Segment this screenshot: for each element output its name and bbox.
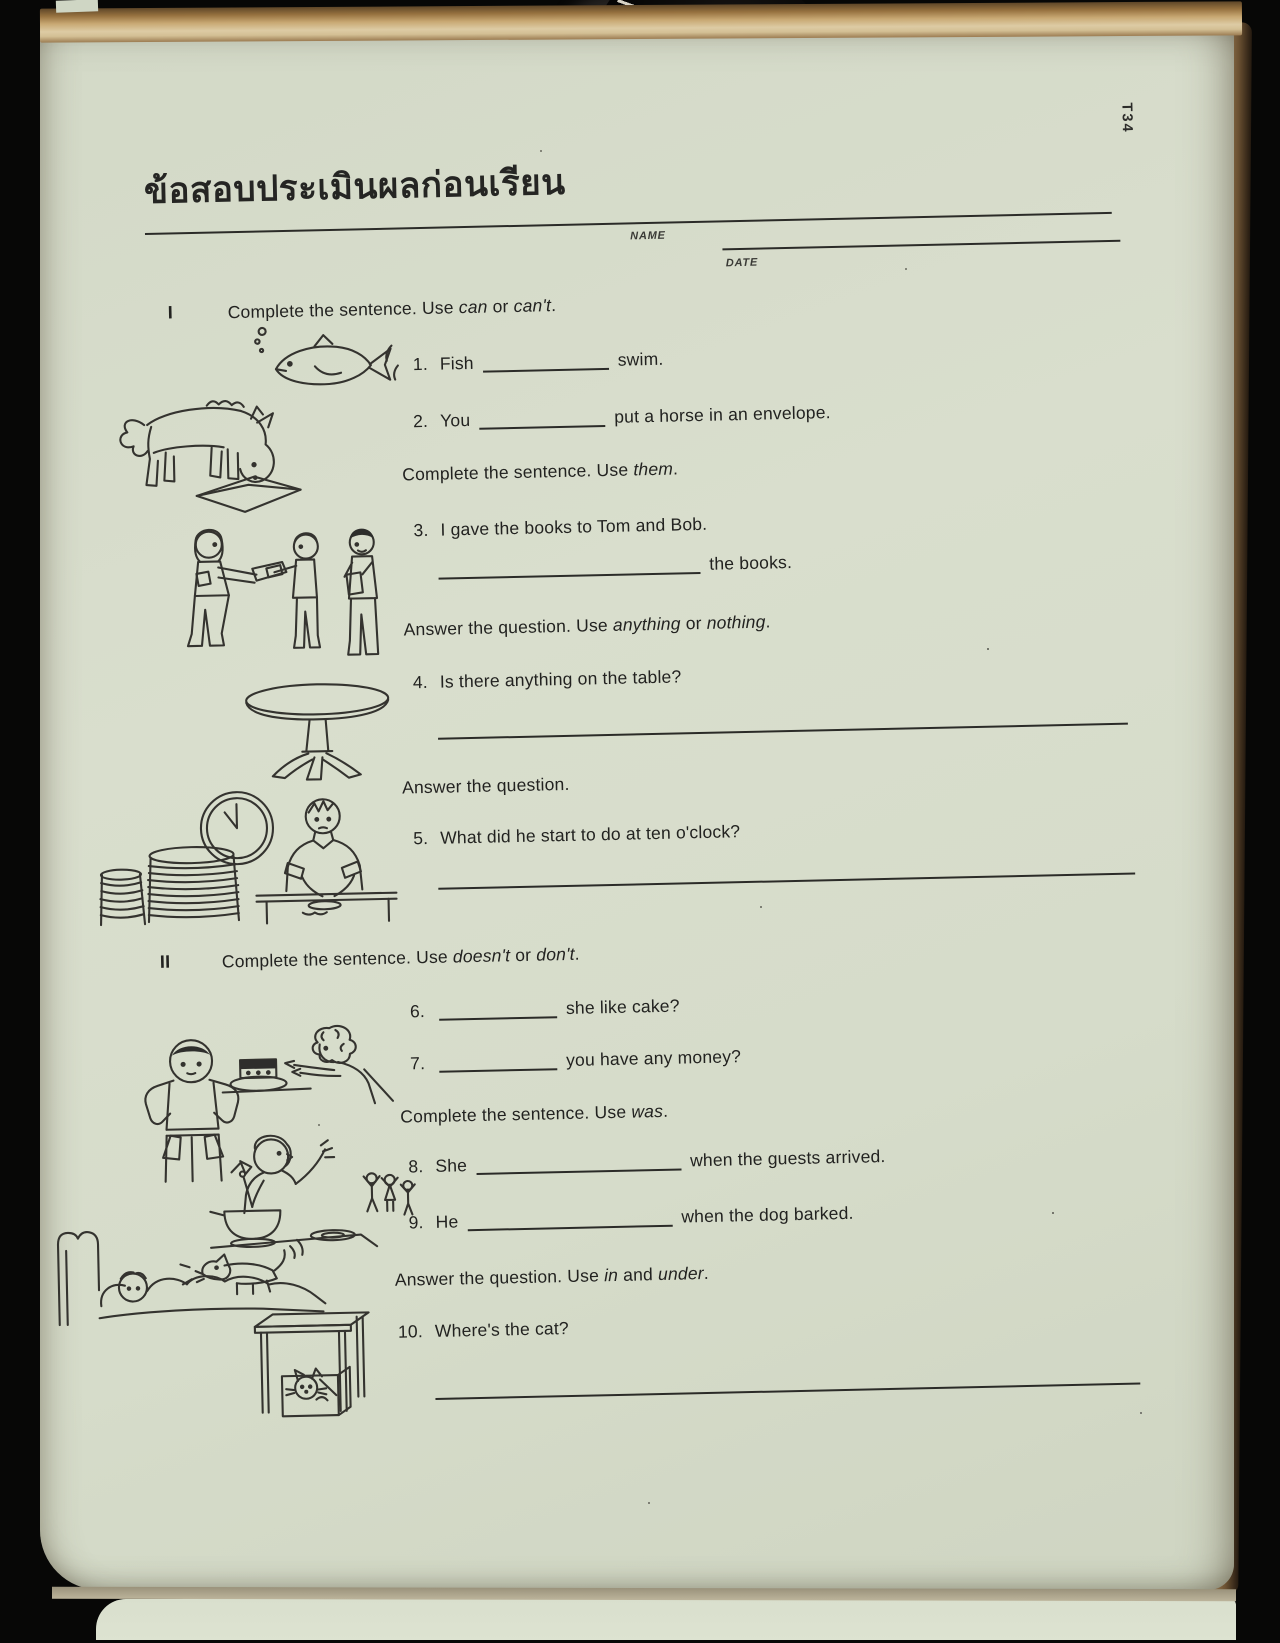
horse-envelope-illustration [106,377,347,525]
instruction-keyword: in [603,1264,619,1286]
question-2-post: put a horse in an envelope. [614,402,831,427]
section-1-numeral: I [167,302,174,323]
section-1-instruction [227,295,556,323]
question-4-answer-line [438,723,1128,740]
instruction-text: . [662,1100,669,1121]
question-2-blank [479,425,605,430]
name-label: NAME [630,229,666,243]
question-3-number: 3. [413,519,429,541]
instruction-text: Answer the question. Use [403,614,614,640]
question-3-text: I gave the books to Tom and Bob. [440,513,708,540]
question-8-post: when the guests arrived. [689,1146,886,1171]
instruction-text: . [703,1262,710,1284]
instruction-answer [402,774,570,799]
instruction-text: and [617,1264,659,1285]
instruction-text: Answer the question. [401,773,570,798]
question-3-answer [438,552,792,581]
question-5-number: 5. [413,827,429,849]
question-2 [413,402,831,432]
instruction-keyword: can [458,296,488,318]
question-6-number: 6. [409,1001,426,1022]
instruction-text: . [574,943,580,964]
instruction-anything [403,611,770,640]
instruction-text: . [672,458,679,479]
washing-dishes-illustration [94,773,405,937]
question-7-number: 7. [409,1053,426,1074]
question-5-answer-line [438,873,1135,890]
question-1 [413,349,664,375]
instruction-keyword: doesn't [452,945,511,967]
question-2-pre: You [439,409,471,431]
section-2-numeral: II [159,951,171,972]
date-label: DATE [725,256,759,270]
page-title-thai: ข้อสอบประเมินผลก่อนเรียน [143,162,566,212]
instruction-text: . [550,295,557,316]
question-8-number: 8. [408,1156,424,1177]
question-5-text: What did he start to do at ten o'clock? [440,821,741,848]
question-10 [398,1318,569,1343]
question-6-blank [439,1016,557,1021]
instruction-text: . [765,611,771,632]
question-9-blank [468,1225,673,1231]
paper-specks [0,0,2,2]
question-10-number: 10. [397,1321,424,1342]
instruction-text: Complete the sentence. Use [402,459,634,485]
page-code: T34 [1118,102,1136,134]
question-8 [408,1146,886,1177]
instruction-them [402,458,678,485]
instruction-keyword: was [631,1100,664,1122]
question-9-pre: He [435,1211,459,1232]
instruction-keyword: can't [513,295,552,316]
instruction-keyword: nothing [706,611,766,633]
question-3 [413,514,707,541]
question-10-answer-line [435,1383,1140,1400]
question-8-blank [476,1169,681,1175]
question-3-post: the books. [709,551,793,574]
instruction-text: or [487,295,514,317]
question-7-post: you have any money? [565,1046,742,1071]
question-1-blank [483,368,609,373]
question-4-number: 4. [412,671,429,693]
instruction-text: or [680,612,707,634]
question-3-blank [439,572,701,580]
question-10-text: Where's the cat? [434,1318,570,1341]
instruction-text: or [509,944,537,966]
question-1-number: 1. [412,353,429,375]
question-7-blank [439,1068,557,1073]
question-9 [408,1203,853,1234]
instruction-keyword: them [633,458,674,480]
instruction-was [400,1101,668,1128]
instruction-text: Complete the sentence. Use [227,297,459,323]
question-2-number: 2. [412,410,429,432]
question-5 [413,821,740,849]
instruction-text: Answer the question. Use [394,1265,605,1290]
question-9-post: when the dog barked. [681,1202,854,1227]
giving-books-illustration [169,513,410,675]
question-6-post: she like cake? [565,995,680,1018]
section-2-instruction [222,944,580,973]
question-7 [410,1046,741,1074]
question-4 [413,666,682,693]
instruction-keyword: don't [536,943,575,965]
question-6 [410,996,680,1023]
instruction-in-under [395,1263,709,1291]
question-8-pre: She [435,1155,468,1176]
date-line [722,240,1120,251]
question-4-text: Is there anything on the table? [439,666,682,692]
instruction-text: Complete the sentence. Use [221,946,454,972]
instruction-text: Complete the sentence. Use [400,1101,632,1127]
instruction-keyword: under [657,1263,705,1285]
question-1-pre: Fish [439,352,474,374]
instruction-keyword: anything [612,613,681,635]
question-9-number: 9. [408,1212,424,1233]
question-1-post: swim. [617,348,664,370]
cat-under-table-illustration [250,1282,379,1444]
